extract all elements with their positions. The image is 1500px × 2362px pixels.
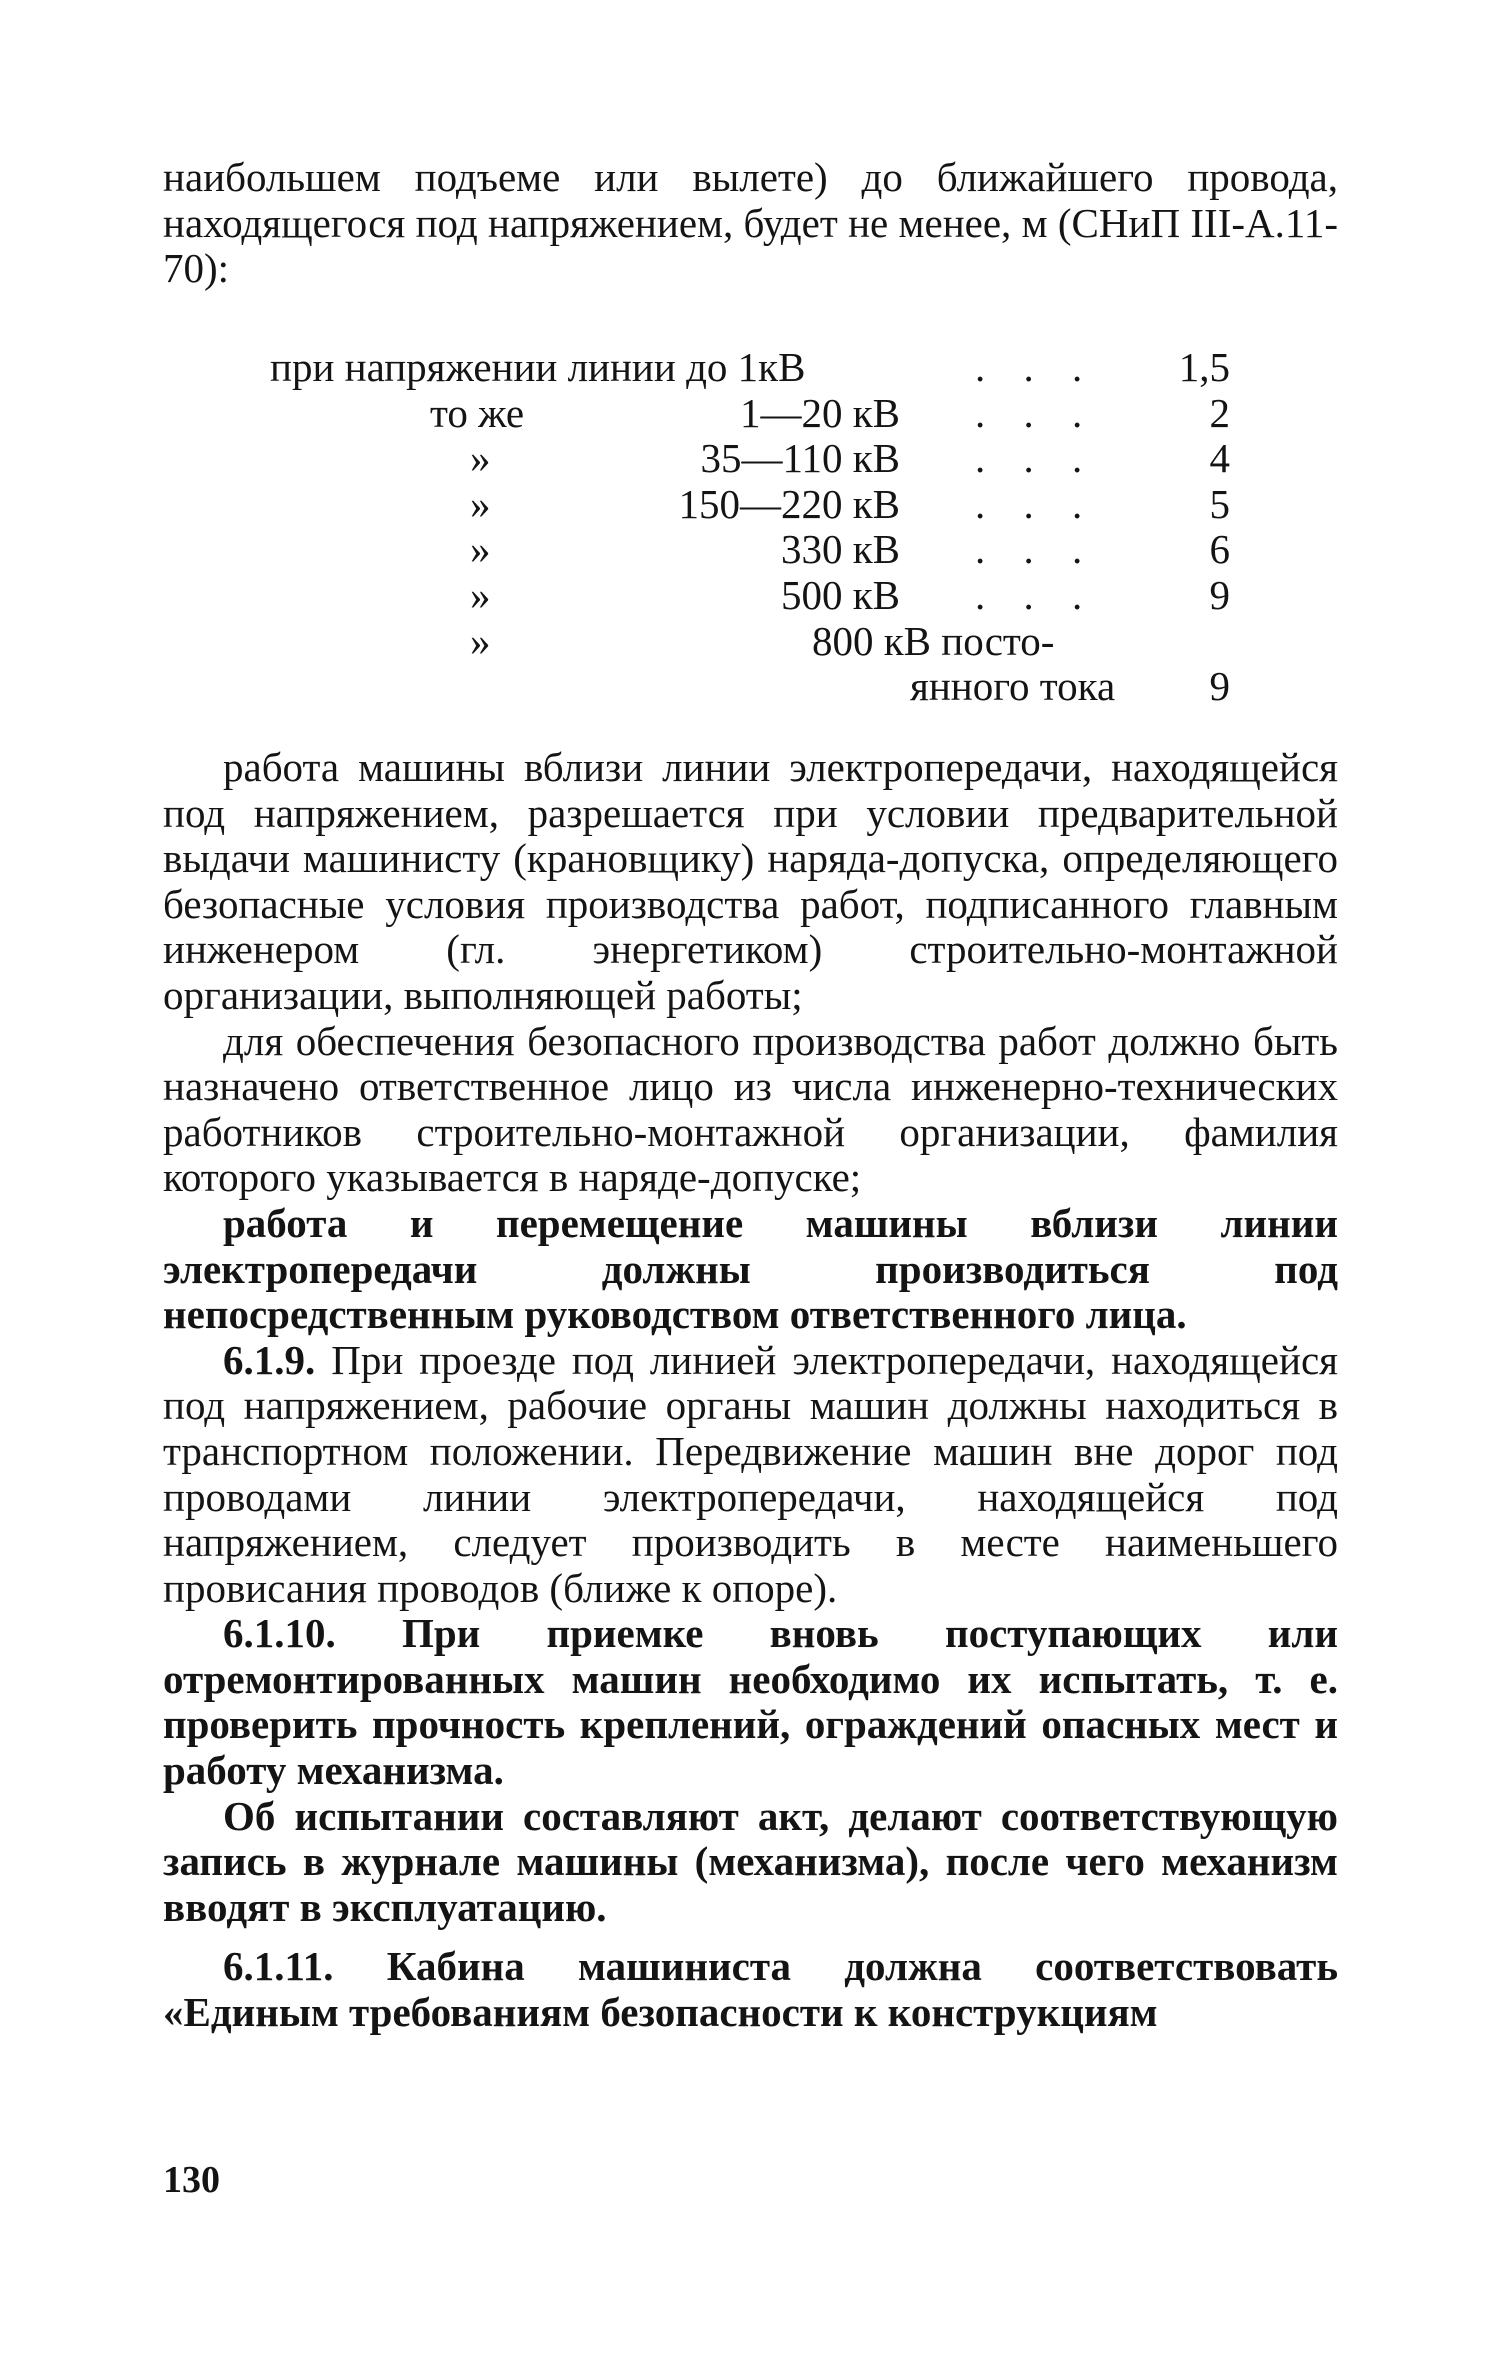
paragraph-test-act: Об испытании составляют акт, делают соответствующую запись в журнале машины (механизма), после чего механизм вводят в эксплуатацию. (163, 1792, 1338, 1930)
row-value: 9 (1209, 663, 1230, 710)
clause-text: При проезде под линией электропередачи, находящейся под напряжением, рабочие органы машин должны находиться в транспортном положении. Передвижение машин вне дорог под проводами линии электропередачи, находящейся под напряжением, следует производить в месте наименьшего провисания проводов (ближе к опоре). (163, 1336, 1339, 1611)
clause-number: 6.1.10. (223, 1610, 336, 1657)
body-text (163, 745, 1338, 2036)
row-value: 5 (1209, 480, 1230, 527)
row-label: » (470, 617, 491, 664)
table-row (270, 664, 1230, 710)
row-value: 4 (1209, 435, 1230, 482)
row-label: » (470, 435, 491, 482)
clause-text: Кабина машиниста должна соответствовать «Единым требованиям безопасности к конструкциям (163, 1943, 1338, 2036)
row-label: при напряжении линии до 1кВ (270, 344, 806, 390)
row-label: » (470, 571, 491, 618)
clause-6-1-10 (163, 1611, 1338, 1793)
row-value: 1,5 (1178, 344, 1230, 390)
table-row (270, 482, 1230, 528)
row-range: 150—220 кВ (678, 480, 900, 527)
row-dots: . . . (975, 480, 1097, 527)
row-value: 9 (1209, 571, 1230, 618)
row-range: 35—110 кВ (700, 435, 900, 482)
clause-6-1-9 (163, 1338, 1338, 1612)
row-value: 2 (1209, 389, 1230, 436)
row-label: то же (430, 389, 525, 436)
row-range: 1—20 кВ (739, 389, 900, 436)
clause-number: 6.1.11. (223, 1943, 334, 1990)
row-range: 500 кВ (780, 571, 900, 618)
row-value: 6 (1209, 526, 1230, 573)
row-dots: . . . (975, 526, 1097, 573)
paragraph-movement-supervision: работа и перемещение машины вблизи линии электропередачи должны производиться под непосредственным руководством ответственного лица. (163, 1199, 1338, 1338)
row-dots: . . . (975, 571, 1097, 618)
row-range: 800 кВ посто- (812, 617, 1055, 664)
table-row (270, 527, 1230, 573)
table-row (270, 619, 1230, 665)
voltage-distance-table (270, 345, 1230, 710)
table-row (270, 573, 1230, 619)
paragraph-work-near-line: работа машины вблизи линии электропередачи, находящейся под напряжением, разрешается при условии предварительной выдачи машинисту (крановщику) наряда-допуска, определяющего безопасные условия производства работ, подписанного главным инженером (гл. энергетиком) строительно-монтажной организации, выполняющей работы; (163, 744, 1338, 1018)
clause-6-1-11 (163, 1944, 1338, 2035)
paragraph-responsible-person: для обеспечения безопасного производства работ должно быть назначено ответственное лицо из числа инженерно-технических работников строительно-монтажной организации, фамилия которого указывается в наряде-допуске; (163, 1017, 1338, 1201)
row-dots: . . . (975, 435, 1097, 482)
clause-text: При приемке вновь поступающих или отремонтированных машин необходимо их испытать, т. е. проверить прочность креплений, ограждений опасных мест и работу механизма. (163, 1610, 1339, 1794)
table-row (270, 391, 1230, 437)
table-row (270, 345, 1230, 391)
row-range: 330 кВ (780, 526, 900, 573)
clause-number: 6.1.9. (223, 1336, 316, 1383)
table-row (270, 436, 1230, 482)
intro-paragraph (163, 155, 1338, 292)
intro-text: наибольшем подъеме или вылете) до ближайшего провода, находящегося под напряжением, будет не менее, м (СНиП III-А.11-70): (163, 154, 1338, 292)
row-dots: . . . (975, 344, 1097, 390)
page-number: 130 (163, 2159, 220, 2201)
row-dots: . . . (975, 389, 1097, 436)
row-label: » (470, 526, 491, 573)
row-range: янного тока (910, 663, 1116, 710)
row-label: » (470, 480, 491, 527)
